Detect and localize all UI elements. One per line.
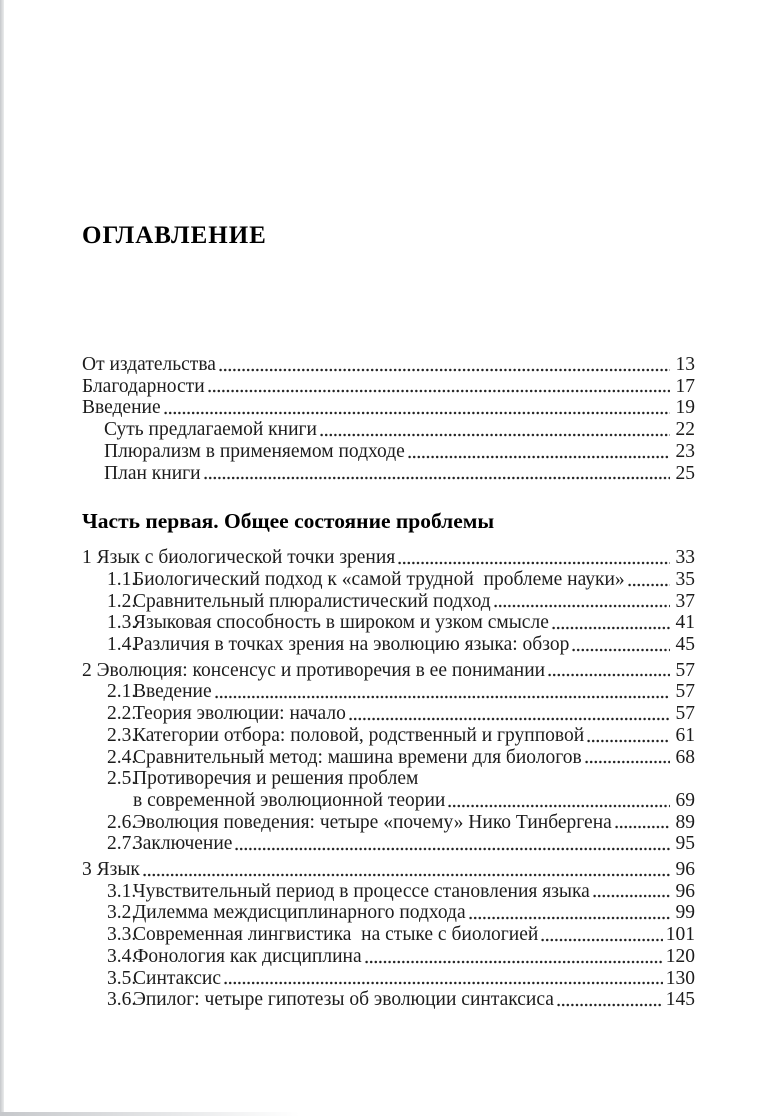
toc-entry bbox=[107, 634, 695, 656]
toc-entry-page: 57 bbox=[675, 659, 695, 681]
toc-entry-number: 2.4. bbox=[107, 746, 137, 768]
dot-leader bbox=[549, 612, 673, 634]
dot-leader bbox=[466, 902, 673, 924]
dot-leader bbox=[625, 569, 673, 591]
dot-leader bbox=[232, 833, 673, 855]
toc-entry-number: 2.1. bbox=[107, 681, 137, 703]
toc-entry-page: 145 bbox=[665, 989, 695, 1011]
toc-entry-label: Эпилог: четыре гипотезы об эволюции синтаксиса bbox=[133, 989, 554, 1011]
toc-entry-label: Сравнительный метод: машина времени для биологов bbox=[133, 746, 582, 768]
toc-entry-page: 96 bbox=[675, 880, 695, 902]
toc-entry-label: 2 Эволюция: консенсус и противоречия в ее понимании bbox=[82, 659, 546, 681]
toc-entry-label: Противоречия и решения проблем bbox=[133, 768, 419, 790]
dot-leader bbox=[346, 703, 673, 725]
toc-entry-label: Сравнительный плюралистический подход bbox=[133, 590, 491, 612]
toc-entry-page: 120 bbox=[665, 945, 695, 967]
dot-leader bbox=[221, 968, 666, 990]
dot-leader bbox=[554, 989, 666, 1011]
toc-entry bbox=[82, 354, 695, 376]
toc-entry-number: 1.2. bbox=[107, 590, 137, 612]
toc-entry-page: 37 bbox=[675, 590, 695, 612]
dot-leader bbox=[445, 790, 673, 812]
toc-entry-number: 2.6. bbox=[107, 811, 137, 833]
toc-entry-page: 96 bbox=[675, 859, 695, 881]
page-content bbox=[82, 0, 695, 1011]
toc-entry bbox=[107, 681, 695, 703]
toc-entry-label: Введение bbox=[82, 397, 161, 419]
toc-entry-page: 23 bbox=[675, 440, 695, 462]
toc-entry-label: Заключение bbox=[133, 833, 233, 855]
page-edge-shadow-left bbox=[0, 0, 4, 1116]
toc-entry-page: 89 bbox=[675, 811, 695, 833]
table-of-contents bbox=[82, 354, 695, 1011]
toc-entry bbox=[104, 463, 695, 485]
toc-entry bbox=[107, 703, 695, 725]
page-edge-shadow-bottom bbox=[0, 1112, 300, 1116]
dot-leader bbox=[584, 725, 673, 747]
toc-entry bbox=[104, 419, 695, 441]
toc-entry-number: 3.6. bbox=[107, 989, 137, 1011]
toc-entry-number: 3.2. bbox=[107, 902, 137, 924]
toc-entry-label: От издательства bbox=[82, 354, 216, 375]
toc-entry bbox=[107, 812, 695, 834]
toc-entry bbox=[82, 859, 695, 881]
dot-leader bbox=[405, 441, 673, 463]
toc-entry bbox=[107, 569, 695, 591]
toc-entry-page: 25 bbox=[675, 462, 695, 484]
dot-leader bbox=[317, 419, 673, 441]
dot-leader bbox=[491, 591, 673, 613]
toc-entry bbox=[104, 441, 695, 463]
toc-entry-page: 41 bbox=[675, 612, 695, 634]
toc-entry-page: 69 bbox=[675, 789, 695, 811]
dot-leader bbox=[216, 354, 673, 376]
toc-entry-page: 68 bbox=[675, 746, 695, 768]
toc-entry-label: 3 Язык bbox=[82, 859, 140, 881]
dot-leader bbox=[201, 463, 673, 485]
toc-entry-continuation bbox=[133, 790, 695, 812]
part-heading: Часть первая. Общее состояние проблемы bbox=[82, 509, 495, 534]
toc-entry-page: 22 bbox=[675, 419, 695, 441]
dot-leader bbox=[140, 859, 673, 881]
toc-entry-page: 33 bbox=[675, 547, 695, 569]
toc-entry-number: 1.1. bbox=[107, 568, 137, 590]
toc-entry-page: 17 bbox=[675, 375, 695, 397]
toc-entry-label: Различия в точках зрения на эволюцию языка: обзор bbox=[133, 634, 570, 656]
toc-entry-label: Эволюция поведения: четыре «почему» Нико Тинбергена bbox=[133, 811, 612, 833]
toc-entry-number: 3.3. bbox=[107, 924, 137, 946]
toc-entry bbox=[107, 881, 695, 903]
toc-entry bbox=[107, 612, 695, 634]
toc-entry-label: Плюрализм в применяемом подходе bbox=[104, 440, 405, 462]
toc-entry-number: 2.2. bbox=[107, 703, 137, 725]
toc-entry bbox=[107, 989, 695, 1011]
dot-leader bbox=[212, 681, 673, 703]
toc-entry-number: 3.1. bbox=[107, 880, 137, 902]
toc-entry bbox=[107, 747, 695, 769]
toc-entry bbox=[107, 946, 695, 968]
dot-leader bbox=[161, 397, 673, 419]
toc-entry-label: Благодарности bbox=[82, 375, 205, 397]
toc-entry bbox=[107, 968, 695, 990]
toc-entry-label: в современной эволюционной теории bbox=[133, 789, 446, 811]
toc-entry-label: Фонология как дисциплина bbox=[133, 945, 362, 967]
toc-entry-number: 2.7. bbox=[107, 833, 137, 855]
toc-entry-label: Категории отбора: половой, родственный и групповой bbox=[133, 724, 585, 746]
toc-entry bbox=[82, 376, 695, 398]
dot-leader bbox=[569, 634, 673, 656]
toc-entry-label: Дилемма междисциплинарного подхода bbox=[133, 902, 466, 924]
toc-entry-label: 1 Язык с биологической точки зрения bbox=[82, 547, 396, 569]
toc-entry-label: Синтаксис bbox=[133, 967, 222, 989]
toc-entry-page: 13 bbox=[675, 354, 695, 375]
toc-entry bbox=[107, 768, 695, 790]
toc-entry bbox=[82, 547, 695, 569]
toc-entry-label: Биологический подход к «самой трудной проблеме науки» bbox=[133, 568, 625, 590]
dot-leader bbox=[205, 376, 673, 398]
toc-entry-label: Языковая способность в широком и узком смысле bbox=[133, 612, 549, 634]
toc-entry bbox=[82, 660, 695, 682]
toc-entry-label: Современная лингвистика на стыке с биологией bbox=[133, 924, 539, 946]
toc-entry bbox=[107, 591, 695, 613]
toc-entry-page: 45 bbox=[675, 634, 695, 656]
toc-entry-page: 19 bbox=[675, 397, 695, 419]
dot-leader bbox=[395, 547, 673, 569]
toc-entry-number: 1.4. bbox=[107, 634, 137, 656]
toc-entry-label: Введение bbox=[133, 681, 212, 703]
toc-entry-label: Теория эволюции: начало bbox=[133, 703, 346, 725]
toc-entry-page: 95 bbox=[675, 833, 695, 855]
toc-entry-label: Чувствительный период в процессе становления языка bbox=[133, 880, 590, 902]
dot-leader bbox=[612, 812, 673, 834]
toc-entry bbox=[107, 725, 695, 747]
toc-entry-label: Суть предлагаемой книги bbox=[104, 419, 317, 441]
toc-entry-page: 35 bbox=[675, 568, 695, 590]
toc-entry-number: 2.5. bbox=[107, 768, 137, 790]
toc-entry bbox=[107, 902, 695, 924]
toc-entry-page: 130 bbox=[665, 967, 695, 989]
toc-entry bbox=[107, 924, 695, 946]
toc-entry-page: 57 bbox=[675, 703, 695, 725]
toc-entry-page: 99 bbox=[675, 902, 695, 924]
toc-entry-page: 61 bbox=[675, 724, 695, 746]
dot-leader bbox=[538, 924, 665, 946]
toc-entry bbox=[82, 397, 695, 419]
toc-entry-page: 101 bbox=[665, 924, 695, 946]
toc-entry-number: 1.3. bbox=[107, 612, 137, 634]
toc-entry-number: 2.3. bbox=[107, 724, 137, 746]
dot-leader bbox=[590, 881, 673, 903]
toc-entry-page: 57 bbox=[675, 681, 695, 703]
dot-leader bbox=[362, 946, 666, 968]
toc-entry-label: План книги bbox=[104, 462, 201, 484]
toc-entry-number: 3.4. bbox=[107, 945, 137, 967]
dot-leader bbox=[582, 747, 673, 769]
page-title: ОГЛАВЛЕНИЕ bbox=[82, 222, 267, 249]
toc-entry-number: 3.5. bbox=[107, 967, 137, 989]
toc-entry bbox=[107, 833, 695, 855]
dot-leader bbox=[545, 660, 673, 682]
